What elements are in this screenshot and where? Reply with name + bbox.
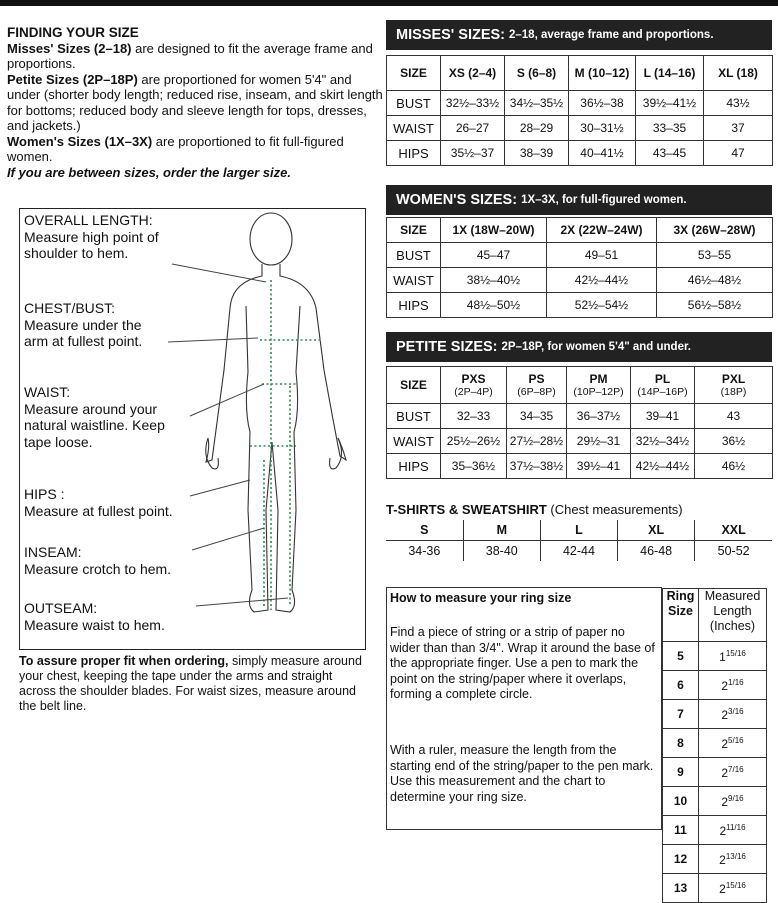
header-cell: M	[463, 520, 540, 541]
outseam-text: Measure waist to hem.	[24, 616, 165, 633]
table-cell: 46½	[695, 454, 773, 479]
table-cell: 36½–38	[569, 91, 636, 116]
header-cell	[695, 367, 773, 404]
table-header-row	[387, 218, 773, 243]
row-label: WAIST	[387, 429, 441, 454]
table-cell: 48½–50½	[441, 293, 547, 318]
length-cell	[699, 729, 767, 758]
intro-heading: FINDING YOUR SIZE	[7, 25, 139, 40]
header-cell: SIZE	[387, 218, 441, 243]
header-cell: SIZE	[387, 56, 441, 91]
table-row	[387, 404, 773, 429]
header-cell: XL (18)	[704, 56, 773, 91]
length-fraction: 3/16	[728, 706, 744, 716]
ring-instructions-step1: Find a piece of string or a strip of paper no wider than than 3/4". Wrap it around the base of the appropriate finger. Use a pen to mark the point on the string/paper where it overlaps, forming a complete circle.	[390, 625, 655, 701]
table-cell: 39½–41	[567, 454, 631, 479]
header-cell	[631, 367, 695, 404]
row-label: BUST	[387, 404, 441, 429]
womens-text: are proportioned to fit full-figured women.	[7, 133, 344, 164]
table-row	[663, 758, 767, 787]
table-cell: 37½–38½	[507, 454, 567, 479]
length-cell	[699, 700, 767, 729]
ring-size-cell: 5	[663, 642, 699, 671]
length-whole: 2	[721, 765, 729, 780]
header-sublabel: (6P–8P)	[517, 386, 556, 398]
row-label: BUST	[387, 91, 441, 116]
table-header-row	[387, 56, 773, 91]
header-cell	[507, 367, 567, 404]
overall-length-title: OVERALL LENGTH:	[24, 212, 153, 228]
ring-size-cell: 9	[663, 758, 699, 787]
header-sublabel: (2P–4P)	[454, 386, 493, 398]
table-cell: 32½–33½	[441, 91, 505, 116]
header-label: PL	[654, 372, 671, 386]
table-cell: 32–33	[441, 404, 507, 429]
table-cell: 27½–28½	[507, 429, 567, 454]
ring-size-table	[662, 588, 767, 903]
fit-note-bold: To assure proper fit when ordering,	[19, 654, 229, 668]
table-cell: 45–47	[441, 243, 547, 268]
outseam-title: OUTSEAM:	[24, 600, 98, 616]
ring-size-cell: 13	[663, 874, 699, 903]
between-sizes-note: If you are between sizes, order the larger size.	[7, 164, 291, 180]
table-row	[387, 268, 773, 293]
table-row	[663, 816, 767, 845]
womens-table-header	[386, 185, 772, 215]
ring-size-cell: 8	[663, 729, 699, 758]
tshirt-table-title	[386, 502, 683, 517]
chest-bust-text: Measure under the arm at fullest point.	[24, 316, 143, 349]
row-label: WAIST	[387, 116, 441, 141]
womens-table-subtitle: 1X–3X, for full-figured women.	[521, 194, 687, 206]
length-cell	[699, 758, 767, 787]
table-cell: 36½	[695, 429, 773, 454]
table-cell: 42½–44½	[631, 454, 695, 479]
table-row	[663, 874, 767, 903]
hips-title: HIPS :	[24, 486, 65, 502]
hips-text: Measure at fullest point.	[24, 502, 173, 519]
length-fraction: 9/16	[728, 793, 744, 803]
petite-table-title: PETITE SIZES:	[396, 339, 498, 355]
length-whole: 2	[719, 823, 727, 838]
misses-table-title: MISSES' SIZES:	[396, 27, 505, 43]
womens-label: Women's Sizes (1X–3X)	[7, 133, 153, 149]
header-cell: M (10–12)	[569, 56, 636, 91]
ring-instructions-step2: With a ruler, measure the length from the starting end of the string/paper to the pen mark. Use this measurement and the chart to determine your ring size.	[390, 743, 654, 804]
table-row	[387, 293, 773, 318]
misses-table-subtitle: 2–18, average frame and proportions.	[509, 29, 714, 41]
header-label: PS	[528, 372, 545, 386]
row-label: WAIST	[387, 268, 441, 293]
length-whole: 2	[721, 736, 729, 751]
length-fraction: 5/16	[728, 735, 744, 745]
misses-size-table	[386, 55, 773, 166]
table-cell: 50-52	[695, 541, 772, 562]
table-cell: 33–35	[636, 116, 704, 141]
table-cell: 46½–48½	[657, 268, 773, 293]
table-cell: 39½–41½	[636, 91, 704, 116]
row-label: HIPS	[387, 454, 441, 479]
header-sublabel: (14P–16P)	[637, 386, 688, 398]
table-cell: 43–45	[636, 141, 704, 166]
waist-text: Measure around your natural waistline. Keep tape loose.	[24, 400, 165, 450]
fit-note	[19, 654, 364, 714]
table-cell: 25½–26½	[441, 429, 507, 454]
table-header-row	[663, 589, 767, 642]
table-row	[387, 429, 773, 454]
table-row	[663, 642, 767, 671]
top-border	[0, 0, 778, 6]
header-cell	[441, 367, 507, 404]
ring-title: How to measure your ring size	[390, 591, 572, 605]
header-cell: 3X (26W–28W)	[657, 218, 773, 243]
length-whole: 2	[719, 881, 726, 896]
womens-size-table	[386, 217, 773, 318]
row-label: HIPS	[387, 293, 441, 318]
misses-text: are designed to fit the average frame and proportions.	[7, 40, 373, 71]
header-cell	[387, 367, 441, 404]
row-label: BUST	[387, 243, 441, 268]
table-row	[663, 787, 767, 816]
petite-text: are proportioned for women 5'4" and under (shorter body length; reduced rise, inseam, and skirt length for bottoms; reduced body and sleeve length for tops, dresses, and jackets.)	[7, 71, 383, 133]
waist-title: WAIST:	[24, 384, 71, 400]
chest-bust-title: CHEST/BUST:	[24, 300, 116, 316]
table-row	[387, 454, 773, 479]
womens-table-title: WOMEN'S SIZES:	[396, 192, 518, 208]
length-cell	[699, 845, 767, 874]
table-cell: 37	[704, 116, 773, 141]
header-sublabel: (10P–12P)	[573, 386, 624, 398]
size-intro	[7, 25, 385, 180]
header-cell	[567, 367, 631, 404]
tshirt-size-table	[386, 520, 772, 561]
misses-label: Misses' Sizes (2–18)	[7, 40, 132, 56]
header-cell: L	[540, 520, 617, 541]
petite-description	[7, 72, 385, 134]
table-row	[387, 91, 773, 116]
length-cell	[699, 787, 767, 816]
length-cell	[699, 874, 767, 903]
body-silhouette-illustration	[150, 210, 362, 646]
table-cell: 43	[695, 404, 773, 429]
table-row	[663, 845, 767, 874]
misses-description	[7, 41, 385, 72]
tshirt-title-bold: T-SHIRTS & SWEATSHIRT	[386, 502, 547, 517]
header-cell: Measured Length (Inches)	[699, 589, 767, 642]
length-fraction: 15/16	[725, 880, 746, 890]
table-cell: 47	[704, 141, 773, 166]
ring-size-cell: 12	[663, 845, 699, 874]
length-whole: 1	[719, 649, 726, 664]
table-cell: 53–55	[657, 243, 773, 268]
header-cell: S (6–8)	[505, 56, 569, 91]
petite-table-subtitle: 2P–18P, for women 5'4" and under.	[501, 341, 692, 353]
table-cell: 34–35	[507, 404, 567, 429]
header-label: SIZE	[400, 378, 427, 392]
header-cell: XL	[618, 520, 695, 541]
table-row	[386, 541, 772, 562]
header-label: PXS	[461, 372, 486, 386]
chest-bust-label	[24, 300, 164, 350]
header-cell: Ring Size	[663, 589, 699, 642]
table-row	[387, 243, 773, 268]
table-header-row	[386, 520, 772, 541]
length-whole: 2	[721, 678, 729, 693]
table-cell: 26–27	[441, 116, 505, 141]
table-cell: 34½–35½	[505, 91, 569, 116]
header-cell: 1X (18W–20W)	[441, 218, 547, 243]
table-row	[663, 729, 767, 758]
fit-note-text: simply measure around your chest, keeping the tape under the arms and straight across the shoulder blades. For waist sizes, measure around the belt line.	[19, 654, 362, 713]
ring-size-cell: 6	[663, 671, 699, 700]
table-cell: 34-36	[408, 544, 441, 558]
ring-size-cell: 7	[663, 700, 699, 729]
table-row	[663, 671, 767, 700]
length-cell	[699, 816, 767, 845]
ring-size-cell: 11	[663, 816, 699, 845]
petite-label: Petite Sizes (2P–18P)	[7, 71, 138, 87]
length-whole: 2	[719, 852, 726, 867]
length-fraction: 13/16	[725, 851, 746, 861]
header-cell: XXL	[695, 520, 772, 541]
petite-table-header	[386, 332, 772, 362]
table-cell: 28–29	[505, 116, 569, 141]
ring-size-cell: 10	[663, 787, 699, 816]
header-cell: XS (2–4)	[441, 56, 505, 91]
length-whole: 2	[721, 707, 729, 722]
table-cell: 38-40	[463, 541, 540, 562]
table-cell: 38½–40½	[441, 268, 547, 293]
table-cell: 42½–44½	[547, 268, 657, 293]
overall-length-text: Measure high point of shoulder to hem.	[24, 228, 159, 261]
length-fraction: 1/16	[728, 677, 744, 687]
table-cell: 35–36½	[441, 454, 507, 479]
table-cell: 46-48	[618, 541, 695, 562]
table-cell: 32½–34½	[631, 429, 695, 454]
table-cell: 49–51	[547, 243, 657, 268]
petite-size-table	[386, 366, 773, 479]
table-cell: 56½–58½	[657, 293, 773, 318]
table-cell: 39–41	[631, 404, 695, 429]
table-cell: 30–31½	[569, 116, 636, 141]
table-cell: 43½	[704, 91, 773, 116]
header-cell: S	[386, 520, 463, 541]
table-header-row	[387, 367, 773, 404]
row-label: HIPS	[387, 141, 441, 166]
misses-table-header	[386, 20, 772, 50]
table-cell: 38–39	[505, 141, 569, 166]
inseam-text: Measure crotch to hem.	[24, 560, 172, 577]
table-row	[663, 700, 767, 729]
length-fraction: 11/16	[726, 822, 746, 832]
table-row	[387, 116, 773, 141]
table-cell: 36–37½	[567, 404, 631, 429]
header-sublabel: (18P)	[720, 386, 747, 398]
table-cell: 35½–37	[441, 141, 505, 166]
tshirt-title-rest: (Chest measurements)	[546, 502, 683, 517]
womens-description	[7, 134, 385, 165]
length-fraction: 15/16	[725, 648, 746, 658]
table-cell: 29½–31	[567, 429, 631, 454]
length-whole: 2	[721, 794, 729, 809]
table-cell: 42-44	[540, 541, 617, 562]
length-cell	[699, 671, 767, 700]
table-row	[387, 141, 773, 166]
table-cell: 52½–54½	[547, 293, 657, 318]
header-cell: L (14–16)	[636, 56, 704, 91]
inseam-title: INSEAM:	[24, 544, 82, 560]
header-label: PXL	[721, 372, 746, 386]
header-label: PM	[589, 372, 608, 386]
length-fraction: 7/16	[728, 764, 744, 774]
header-cell: 2X (22W–24W)	[547, 218, 657, 243]
length-cell	[699, 642, 767, 671]
table-cell: 40–41½	[569, 141, 636, 166]
